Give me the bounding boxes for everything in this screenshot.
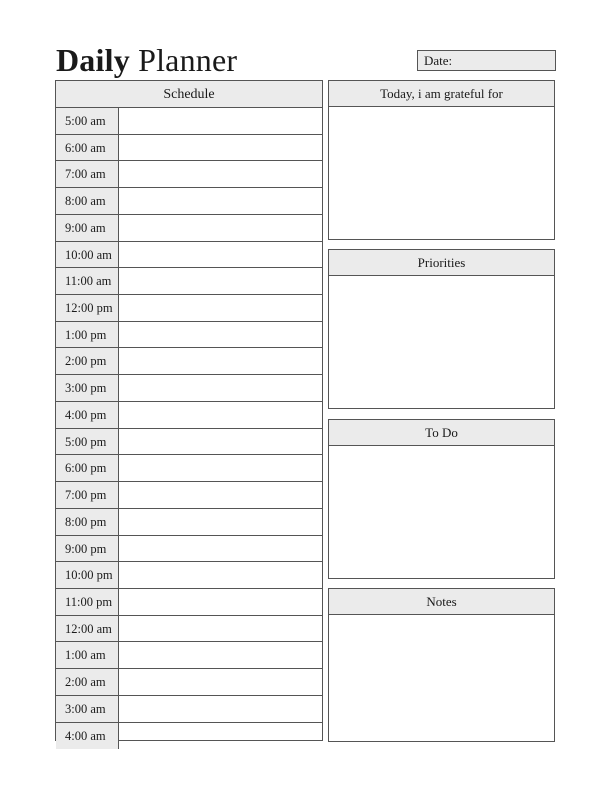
time-label: 10:00 pm — [56, 562, 119, 588]
page-title — [56, 40, 237, 80]
time-label: 3:00 am — [56, 696, 119, 722]
title-bold: Daily — [56, 42, 130, 78]
time-label: 5:00 pm — [56, 429, 119, 455]
time-slot-entry[interactable] — [119, 536, 322, 562]
schedule-row — [56, 723, 322, 750]
time-slot-entry[interactable] — [119, 375, 322, 401]
time-slot-entry[interactable] — [119, 295, 322, 321]
time-label: 9:00 pm — [56, 536, 119, 562]
time-slot-entry[interactable] — [119, 616, 322, 642]
time-label: 5:00 am — [56, 108, 119, 134]
schedule-row — [56, 135, 322, 162]
time-slot-entry[interactable] — [119, 108, 322, 134]
title-rest: Planner — [138, 42, 238, 78]
time-label: 1:00 am — [56, 642, 119, 668]
time-slot-entry[interactable] — [119, 482, 322, 508]
schedule-row — [56, 188, 322, 215]
schedule-row — [56, 455, 322, 482]
time-slot-entry[interactable] — [119, 348, 322, 374]
time-label: 12:00 pm — [56, 295, 119, 321]
todo-heading: To Do — [329, 420, 554, 446]
schedule-row — [56, 562, 322, 589]
time-slot-entry[interactable] — [119, 322, 322, 348]
schedule-row — [56, 696, 322, 723]
time-label: 3:00 pm — [56, 375, 119, 401]
time-label: 8:00 am — [56, 188, 119, 214]
time-label: 7:00 am — [56, 161, 119, 187]
schedule-row — [56, 669, 322, 696]
time-label: 11:00 pm — [56, 589, 119, 615]
time-label: 9:00 am — [56, 215, 119, 241]
time-label: 4:00 am — [56, 723, 119, 750]
date-field[interactable] — [417, 50, 556, 71]
notes-heading: Notes — [329, 589, 554, 615]
time-label: 1:00 pm — [56, 322, 119, 348]
grateful-section — [328, 80, 555, 240]
time-label: 6:00 pm — [56, 455, 119, 481]
schedule-row — [56, 482, 322, 509]
time-slot-entry[interactable] — [119, 402, 322, 428]
schedule-row — [56, 616, 322, 643]
time-slot-entry[interactable] — [119, 562, 322, 588]
schedule-row — [56, 215, 322, 242]
notes-section — [328, 588, 555, 742]
time-slot-entry[interactable] — [119, 696, 322, 722]
schedule-row — [56, 375, 322, 402]
time-label: 4:00 pm — [56, 402, 119, 428]
schedule-row — [56, 295, 322, 322]
schedule-row — [56, 402, 322, 429]
schedule-row — [56, 161, 322, 188]
schedule-row — [56, 642, 322, 669]
time-slot-entry[interactable] — [119, 669, 322, 695]
time-slot-entry[interactable] — [119, 242, 322, 268]
schedule-rows — [56, 108, 322, 743]
time-slot-entry[interactable] — [119, 509, 322, 535]
schedule-row — [56, 242, 322, 269]
time-slot-entry[interactable] — [119, 188, 322, 214]
priorities-heading: Priorities — [329, 250, 554, 276]
schedule-row — [56, 589, 322, 616]
schedule-section — [55, 80, 323, 741]
schedule-row — [56, 322, 322, 349]
time-label: 2:00 am — [56, 669, 119, 695]
grateful-heading: Today, i am grateful for — [329, 81, 554, 107]
schedule-row — [56, 108, 322, 135]
time-label: 11:00 am — [56, 268, 119, 294]
schedule-row — [56, 268, 322, 295]
schedule-row — [56, 536, 322, 563]
schedule-row — [56, 429, 322, 456]
time-slot-entry[interactable] — [119, 455, 322, 481]
date-label: Date: — [424, 53, 453, 68]
schedule-row — [56, 509, 322, 536]
time-label: 2:00 pm — [56, 348, 119, 374]
time-slot-entry[interactable] — [119, 268, 322, 294]
schedule-row — [56, 348, 322, 375]
time-label: 6:00 am — [56, 135, 119, 161]
time-slot-entry[interactable] — [119, 161, 322, 187]
time-slot-entry[interactable] — [119, 429, 322, 455]
time-label: 7:00 pm — [56, 482, 119, 508]
time-slot-entry[interactable] — [119, 589, 322, 615]
todo-section — [328, 419, 555, 579]
schedule-heading: Schedule — [56, 81, 322, 108]
time-label: 10:00 am — [56, 242, 119, 268]
time-label: 12:00 am — [56, 616, 119, 642]
time-slot-entry[interactable] — [119, 642, 322, 668]
priorities-section — [328, 249, 555, 409]
time-label: 8:00 pm — [56, 509, 119, 535]
time-slot-entry[interactable] — [119, 135, 322, 161]
time-slot-entry[interactable] — [119, 215, 322, 241]
time-slot-entry[interactable] — [119, 723, 322, 750]
